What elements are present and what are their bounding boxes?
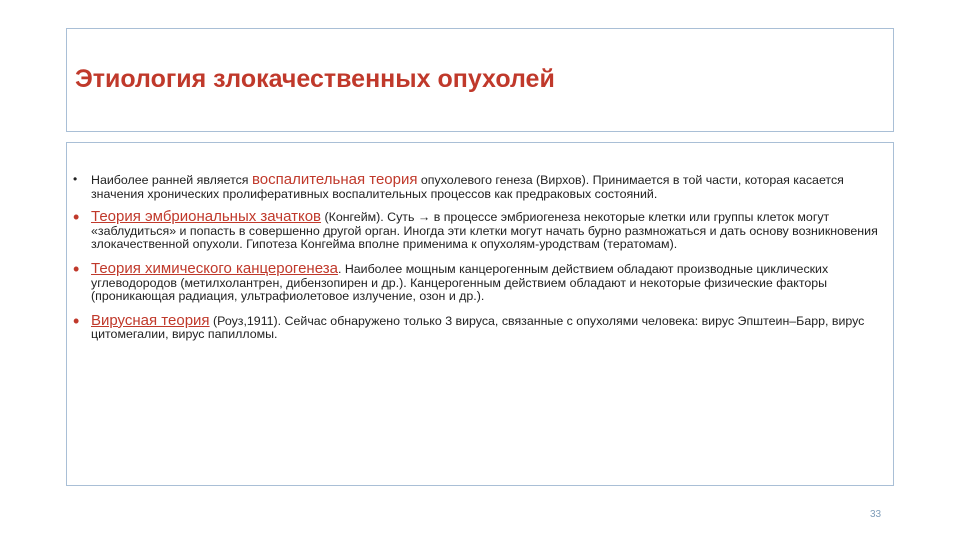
bullet-inflammatory-theory	[73, 173, 885, 201]
bullet-highlight: Вирусная теория	[91, 311, 210, 329]
bullet-highlight: Теория химического канцерогенеза	[91, 259, 338, 277]
bullet-dot-icon: •	[73, 310, 80, 331]
bullet-dot-icon: •	[73, 207, 80, 228]
page-number: 33	[870, 509, 882, 520]
bullet-text-pre: Наиболее ранней является	[91, 173, 252, 187]
title-box	[66, 28, 894, 132]
bullet-viral-theory	[73, 310, 885, 342]
bullet-highlight: воспалительная теория	[251, 171, 418, 188]
bullet-text-post: опухолевого генеза (Вирхов). Принимается в той части, которая касается значения хронических пролиферативных воспалительных процессов как предраковых состояний.	[91, 173, 844, 201]
content-box	[66, 142, 894, 486]
bullet-dot-icon: •	[73, 258, 80, 279]
bullet-dot-icon: •	[73, 172, 78, 186]
bullet-chemical-theory	[73, 258, 885, 304]
bullet-text-post: (Конгейм). Суть → в процессе эмбриогенеза некоторые клетки или группы клеток могут «заблудиться» и попасть в совершенно другой орган. Иногда эти клетки могут начать бурно размножаться и дать основу возникновения злокачественной опухоли. Гипотеза Конгейма вполне применима к опухолям-уродствам (тератомам).	[91, 210, 878, 252]
bullet-embryonic-theory	[73, 207, 885, 252]
bullet-list	[73, 173, 885, 352]
bullet-text-post: . Наиболее мощным канцерогенным действием обладают производные циклических углеводородов (метилхолантрен, дибензопирен и др.). Канцерогенным действием обладают и некоторые физические факторы (проникающая радиация, ультрафиолетовое излучение, озон и др.).	[91, 261, 829, 304]
bullet-text-post: (Роуз,1911). Сейчас обнаружено только 3 вируса, связанные с опухолями человека: вирус Эпштеин–Барр, вирус цитомегалии, вирус папилломы.	[91, 313, 865, 342]
slide-title: Этиология злокачественных опухолей	[75, 65, 555, 93]
bullet-highlight: Теория эмбриональных зачатков	[91, 208, 322, 226]
